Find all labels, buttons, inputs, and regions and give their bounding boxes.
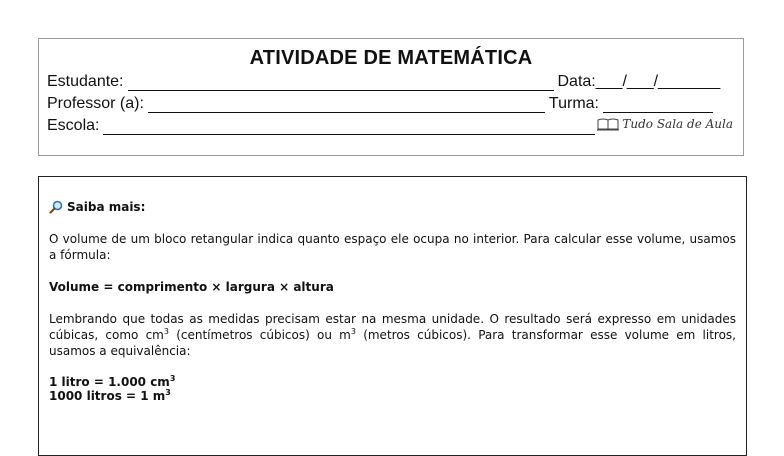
student-field[interactable] (128, 76, 554, 91)
superscript-3: 3 (350, 327, 356, 336)
school-label: Escola: (47, 117, 100, 134)
book-icon (597, 117, 619, 131)
school-field[interactable] (103, 120, 595, 135)
teacher-label: Professor (a): (47, 95, 144, 112)
worksheet-title: ATIVIDADE DE MATEMÁTICA (249, 47, 533, 69)
header-box (38, 38, 744, 156)
school-row (47, 117, 595, 135)
paragraph-2-part-b: (centímetros cúbicos) ou m (168, 328, 351, 342)
brand-logo (597, 117, 733, 131)
paragraph-2-part-a: Lembrando que todas as medidas precisam estar na mesma unidade. O resultado será expresso em unidades cúbicas, como cm (49, 312, 736, 342)
paragraph-2 (49, 311, 736, 359)
volume-formula: Volume = comprimento × largura × altura (49, 280, 334, 294)
saiba-label: Saiba mais: (67, 200, 146, 214)
paragraph-1: O volume de um bloco retangular indica quanto espaço ele ocupa no interior. Para calcular esse volume, usamos a fórmula: (49, 232, 736, 262)
class-label: Turma: (548, 95, 599, 112)
equivalence-1-text: 1 litro = 1.000 cm (49, 375, 170, 389)
student-row (47, 73, 720, 91)
date-field[interactable]: ___/___/_______ (595, 73, 721, 90)
superscript-3: 3 (169, 374, 176, 383)
teacher-field[interactable] (148, 98, 545, 113)
paragraph-2-part-c: (metros cúbicos). Para transformar esse volume em litros, usamos a equivalência: (49, 328, 736, 358)
equivalence-2 (49, 389, 736, 403)
class-field[interactable] (603, 98, 713, 113)
brand-text: Tudo Sala de Aula (622, 117, 733, 131)
superscript-3: 3 (165, 388, 171, 397)
date-label: Data: (557, 73, 596, 90)
info-box (38, 176, 747, 456)
teacher-row (47, 95, 713, 113)
equivalence-2-text: 1000 litros = 1 m (49, 389, 166, 403)
magnifier-icon (49, 200, 63, 214)
superscript-3: 3 (163, 327, 169, 336)
saiba-heading (49, 199, 736, 215)
student-label: Estudante: (47, 73, 124, 90)
equivalence-1 (49, 375, 736, 389)
